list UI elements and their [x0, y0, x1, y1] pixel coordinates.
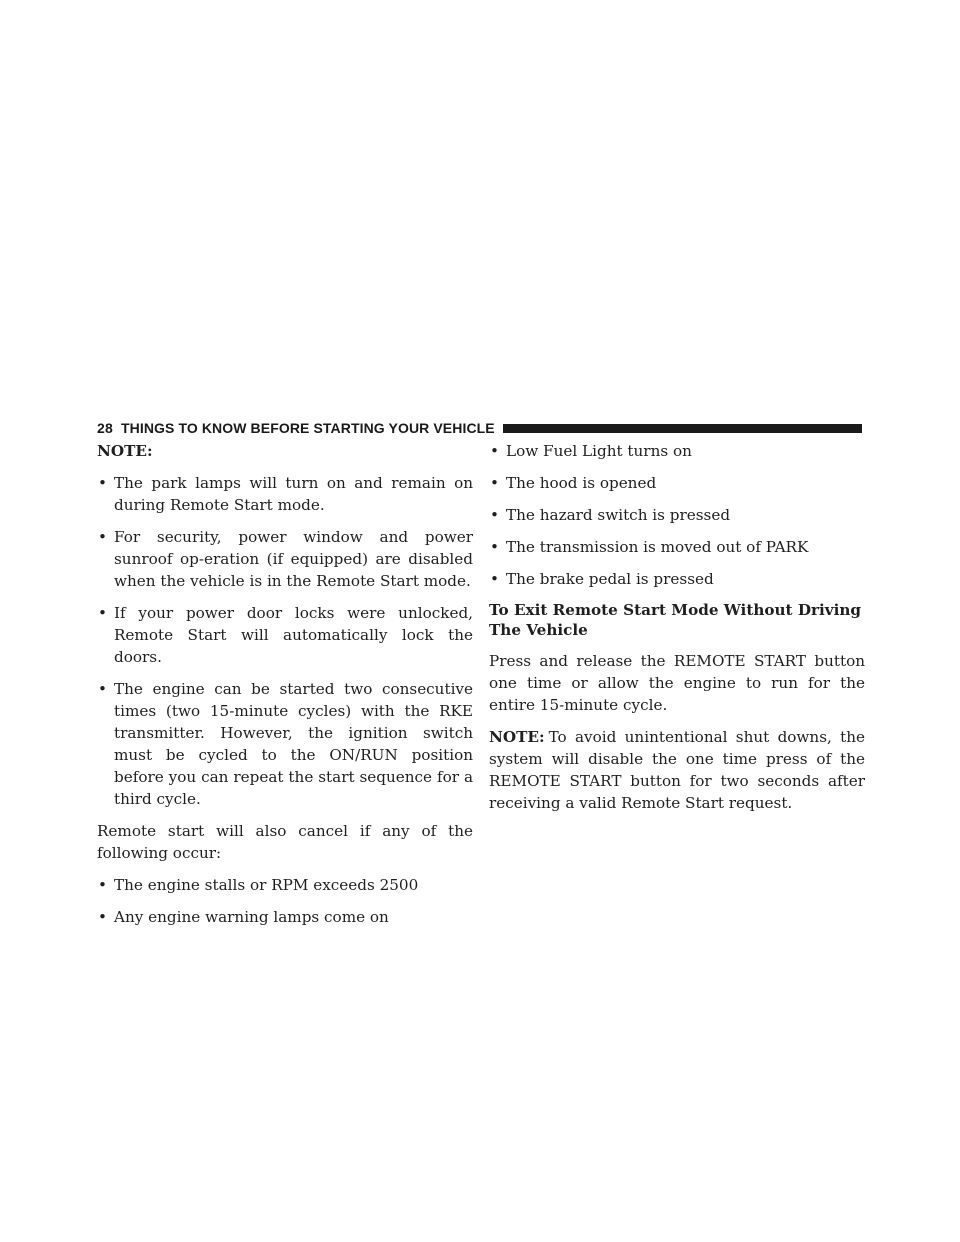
- bullet-icon: •: [490, 570, 499, 588]
- note-text: To avoid unintentional shut downs, the system will disable the one time press of the REMOTE START button for two seconds after receiving a valid Remote Start request.: [489, 728, 865, 812]
- bullet-text: The park lamps will turn on and remain on during Remote Start mode.: [114, 474, 473, 514]
- bullet-icon: •: [98, 876, 107, 894]
- bullet-text: The hood is opened: [506, 474, 657, 492]
- bullet-icon: •: [98, 528, 107, 546]
- list-item: [97, 526, 473, 592]
- right-column: [489, 440, 865, 824]
- list-item: [97, 906, 473, 928]
- bullet-text: The engine can be started two consecutive times (two 15-minute cycles) with the RKE transmitter. However, the ignition switch must be cycled to the ON/RUN position before you can repeat the start sequence for a third cycle.: [114, 680, 473, 808]
- list-item: [97, 678, 473, 810]
- note-bullet-list: [97, 472, 473, 810]
- bullet-icon: •: [98, 474, 107, 492]
- list-item: [97, 472, 473, 516]
- list-item: [489, 440, 865, 462]
- note-heading: NOTE:: [97, 442, 153, 460]
- list-item: [97, 602, 473, 668]
- bullet-text: If your power door locks were unlocked, Remote Start will automatically lock the doors.: [114, 604, 473, 666]
- section-title: THINGS TO KNOW BEFORE STARTING YOUR VEHICLE: [120, 420, 495, 436]
- bullet-text: The hazard switch is pressed: [506, 506, 731, 524]
- bullet-text: Any engine warning lamps come on: [114, 908, 389, 926]
- list-item: [489, 472, 865, 494]
- bullet-icon: •: [98, 604, 107, 622]
- page-header: [97, 418, 862, 438]
- exit-paragraph: Press and release the REMOTE START button one time or allow the engine to run for the entire 15-minute cycle.: [489, 652, 865, 714]
- bullet-icon: •: [490, 442, 499, 460]
- bullet-icon: •: [98, 908, 107, 926]
- exit-heading: To Exit Remote Start Mode Without Driving The Vehicle: [489, 601, 862, 639]
- bullet-icon: •: [490, 474, 499, 492]
- page-number: 28: [97, 420, 113, 436]
- header-rule: [503, 424, 862, 433]
- bullet-icon: •: [98, 680, 107, 698]
- bullet-icon: •: [490, 506, 499, 524]
- list-item: [489, 536, 865, 558]
- note-label: NOTE:: [489, 728, 545, 746]
- left-column: [97, 440, 473, 938]
- bullet-text: The transmission is moved out of PARK: [506, 538, 809, 556]
- bullet-text: The brake pedal is pressed: [506, 570, 714, 588]
- cancel-intro: Remote start will also cancel if any of the following occur:: [97, 822, 473, 862]
- list-item: [489, 568, 865, 590]
- cancel-bullet-list-continued: [489, 440, 865, 590]
- bullet-text: For security, power window and power sunroof op-eration (if equipped) are disabled when the vehicle is in the Remote Start mode.: [114, 528, 473, 590]
- bullet-text: The engine stalls or RPM exceeds 2500: [114, 876, 419, 894]
- list-item: [97, 874, 473, 896]
- bullet-icon: •: [490, 538, 499, 556]
- list-item: [489, 504, 865, 526]
- cancel-bullet-list: [97, 874, 473, 928]
- note-paragraph: [489, 726, 865, 814]
- bullet-text: Low Fuel Light turns on: [506, 442, 692, 460]
